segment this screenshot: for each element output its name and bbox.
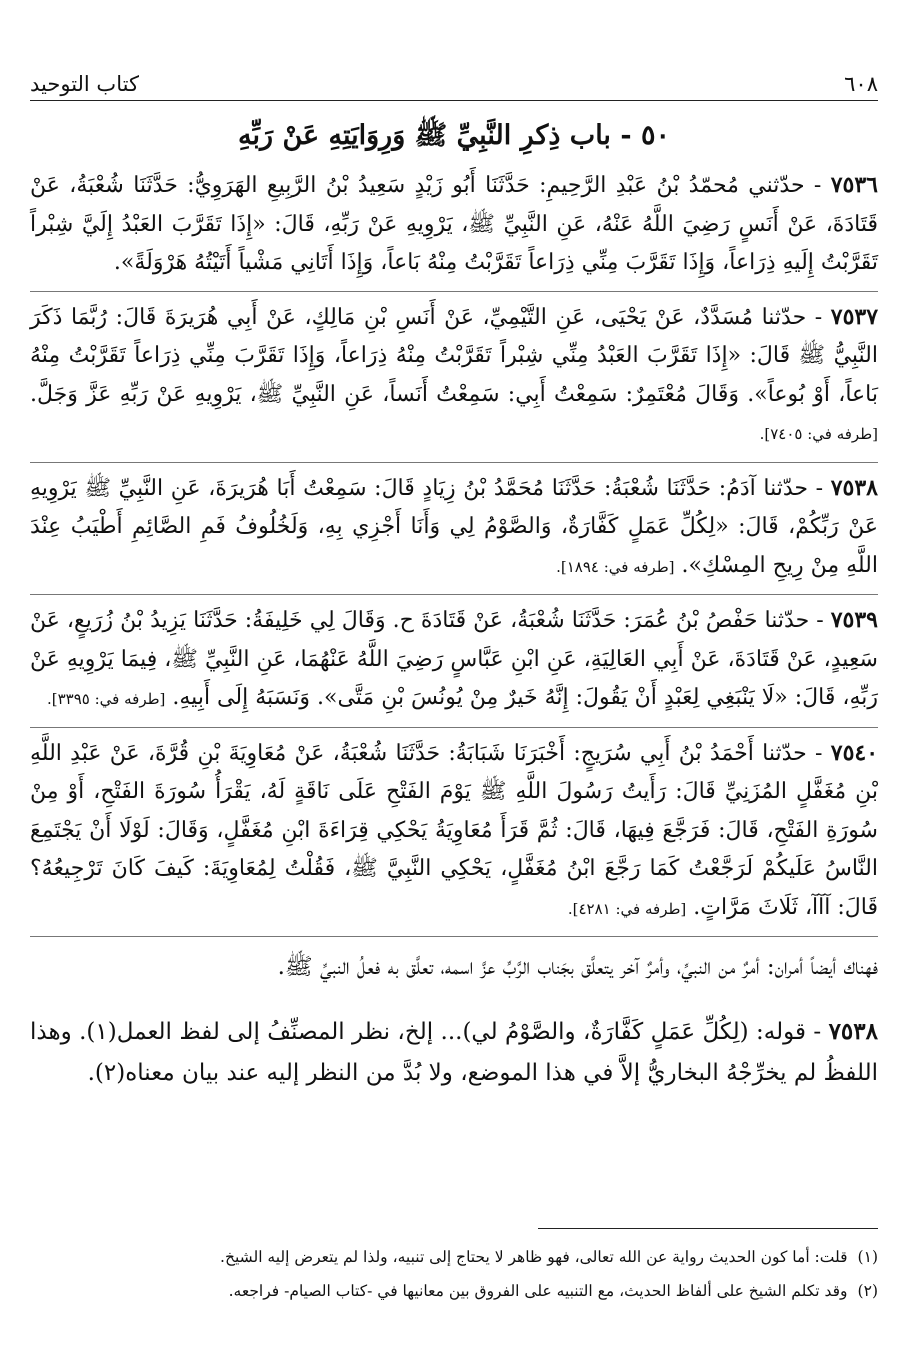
footnote-mark: (٢) [857, 1282, 878, 1300]
hadith-number: ٧٥٣٨ [830, 474, 878, 501]
footnote-rule [538, 1228, 878, 1229]
hadith-divider [30, 291, 878, 292]
hadith-paragraph [30, 601, 878, 719]
commentary-paragraph [30, 1011, 878, 1094]
page-body [30, 166, 878, 1117]
page-header [30, 60, 878, 101]
footnotes [30, 1240, 878, 1308]
hadith-text: - حدّثنا حَفْصُ بْنُ عُمَرَ: حَدَّثَنَا شُعْبَةُ، عَنْ قَتَادَةَ ح. وَقَالَ لِي خَلِيفَةُ: حَدَّثَنَا يَزِيدُ بْنُ زُرَيعٍ، عَنْ سَعِيدٍ، عَنْ قَتَادَةَ، عَنْ أَبِي العَالِيَةِ، عَنِ ابْنِ عَبَّاسٍ رَضِيَ اللَّهُ عَنْهُمَا، عَنِ النَّبِيِّ ﷺ، فِيمَا يَرْوِيهِ عَنْ رَبِّهِ، قَالَ: «لَا يَنْبَغِي لِعَبْدٍ أَنْ يَقُولَ: إِنَّهُ خَيرٌ مِنْ يُونُسَ بْنِ مَتَّى». وَنَسَبَهُ إِلَى أَبِيهِ. [30, 608, 878, 710]
hadith-divider [30, 727, 878, 728]
commentary-number: ٧٥٣٨ [828, 1018, 878, 1045]
commentary-text: فهناك أيضاً أمران: أمرٌ من النبيِّ، وأمرٌ آخر يتعلَّق بجَناب الرَّبِّ عزَّ اسمه، تعلَّق به فعلُ النبيِّ ﷺ. [277, 954, 878, 980]
section-title: ٥٠ - باب ذِكرِ النَّبِيِّ ﷺ وَرِوَايَتِهِ عَنْ رَبِّهِ [238, 120, 670, 151]
hadith-reference: [طرفه في: ٣٣٩٥]. [46, 690, 166, 708]
hadith-reference: [طرفه في: ١٨٩٤]. [556, 557, 675, 576]
footnote [30, 1240, 878, 1274]
hadith-paragraph [30, 298, 878, 454]
hadith-text: - حدّثنا آدَمُ: حَدَّثَنَا شُعْبَةُ: حَدَّثَنَا مُحَمَّدُ بْنُ زِيَادٍ قَالَ: سَمِعْتُ أَبَا هُرَيرَةَ، عَنِ النَّبِيِّ ﷺ يَرْوِيهِ عَنْ رَبِّكُمْ، قَالَ: «لِكُلِّ عَمَلٍ كَفَّارَةٌ، وَالصَّوْمُ لِي وَأَنَا أَجْزِي بِهِ، وَلَخُلُوفُ فَمِ الصَّائِمِ أَطْيَبُ عِنْدَ اللَّهِ مِنْ رِيحِ المِسْكِ». [30, 475, 879, 578]
footnote-text: قلت: أما كون الحديث رواية عن الله تعالى، فهو ظاهر لا يحتاج إلى تنبيه، ولذا لم يتعرض إليه الشيخ. [220, 1248, 848, 1266]
hadith-number: ٧٥٤٠ [830, 739, 879, 766]
footnote [30, 1274, 878, 1308]
hadith-divider [30, 462, 878, 463]
page-number: ٦٠٨ [844, 72, 878, 96]
hadith-paragraph [30, 166, 878, 283]
footnote-mark: (١) [857, 1248, 878, 1266]
hadith-reference: [طرفه في: ٤٢٨١]. [567, 899, 687, 918]
hadith-text: - حدّثنا مُسَدَّدٌ، عَنْ يَحْيَى، عَنِ التَّيْمِيِّ، عَنْ أَنَسِ بْنِ مَالِكٍ، عَنْ أَبِي هُرَيرَةَ قَالَ: رُبَّمَا ذَكَرَ النَّبِيُّ ﷺ قَالَ: «إِذَا تَقَرَّبَ العَبْدُ مِنِّي شِبْراً تَقَرَّبْتُ مِنْهُ ذِرَاعاً، وَإِذَا تَقَرَّبَ مِنِّي ذِرَاعاً تَقَرَّبْتُ مِنْهُ بَاعاً، أَوْ بُوعاً». وَقَالَ مُعْتَمِرٌ: سَمِعْتُ أَبِي: سَمِعْتُ أَنَساً، عَنِ النَّبِيِّ ﷺ، يَرْوِيهِ عَنْ رَبِّهِ عَزَّ وَجَلَّ. [30, 304, 878, 407]
commentary-text: - قوله: (لِكُلِّ عَمَلٍ كَفَّارَةٌ، والصَّوْمُ لي)... إلخ، نظر المصنِّفُ إلى لفظ العمل(١). وهذا اللفظُ لم يخرِّجْهُ البخاريُّ إلاَّ في هذا الموضع، ولا بُدَّ من النظر إليه عند بيان معناه(٢). [30, 1019, 878, 1086]
hadith-paragraph [30, 734, 878, 929]
hadith-number: ٧٥٣٦ [830, 172, 878, 198]
hadith-number: ٧٥٣٧ [830, 303, 879, 330]
book-title: كتاب التوحيد [30, 72, 139, 96]
hadith-paragraph [30, 469, 878, 587]
commentary-paragraph [30, 947, 878, 988]
hadith-number: ٧٥٣٩ [830, 607, 878, 633]
commentary-divider [30, 936, 878, 937]
footnote-text: وقد تكلم الشيخ على ألفاظ الحديث، مع التنبيه على الفروق بين معانيها في -كتاب الصيام- فراجعه. [228, 1282, 848, 1300]
hadith-text: - حدّثني مُحمّدُ بْنُ عَبْدِ الرَّحِيمِ: حَدَّثَنَا أَبُو زَيْدٍ سَعِيدُ بْنُ الرَّبِيعِ الهَرَوِيُّ: حَدَّثَنَا شُعْبَةُ، عَنْ قَتَادَةَ، عَنْ أَنَسٍ رَضِيَ اللَّهُ عَنْهُ، عَنِ النَّبِيِّ ﷺ، يَرْوِيهِ عَنْ رَبِّهِ، قَالَ: «إِذَا تَقَرَّبَ العَبْدُ إِلَيَّ شِبْراً تَقَرَّبْتُ إِلَيهِ ذِرَاعاً، وَإِذَا تَقَرَّبَ مِنِّي ذِرَاعاً تَقَرَّبْتُ مِنْهُ بَاعاً، وَإِذَا أَتَانِي مَشْياً أَتَيْتُهُ هَرْوَلَةً». [30, 173, 878, 275]
hadith-text: - حدّثنا أَحْمَدُ بْنُ أَبِي سُرَيجٍ: أَخْبَرَنَا شَبَابَةُ: حَدَّثَنَا شُعْبَةُ، عَنْ مُعَاوِيَةَ بْنِ قُرَّةَ، عَنْ عَبْدِ اللَّهِ بْنِ مُغَفَّلٍ المُزَنِيِّ قَالَ: رَأَيتُ رَسُولَ اللَّهِ ﷺ يَوْمَ الفَتْحِ عَلَى نَاقَةٍ لَهُ، يَقْرَأُ سُورَةَ الفَتْحِ، أَوْ مِنْ سُورَةِ الفَتْحِ، قَالَ: فَرَجَّعَ فِيهَا، قَالَ: ثُمَّ قَرَأَ مُعَاوِيَةُ يَحْكِي قِرَاءَةَ ابْنِ مُغَفَّلٍ، وَقَالَ: لَوْلَا أَنْ يَجْتَمِعَ النَّاسُ عَلَيكُمْ لَرَجَّعْتُ كَمَا رَجَّعَ ابْنُ مُغَفَّلٍ، يَحْكِي النَّبِيَّ ﷺ، فَقُلْتُ لِمُعَاوِيَةَ: كَيفَ كَانَ تَرْجِيعُهُ؟ قَالَ: آآآ، ثَلَاثَ مَرَّاتٍ. [30, 740, 878, 920]
hadith-reference: [طرفه في: ٧٤٠٥]. [759, 425, 878, 443]
hadith-divider [30, 594, 878, 595]
